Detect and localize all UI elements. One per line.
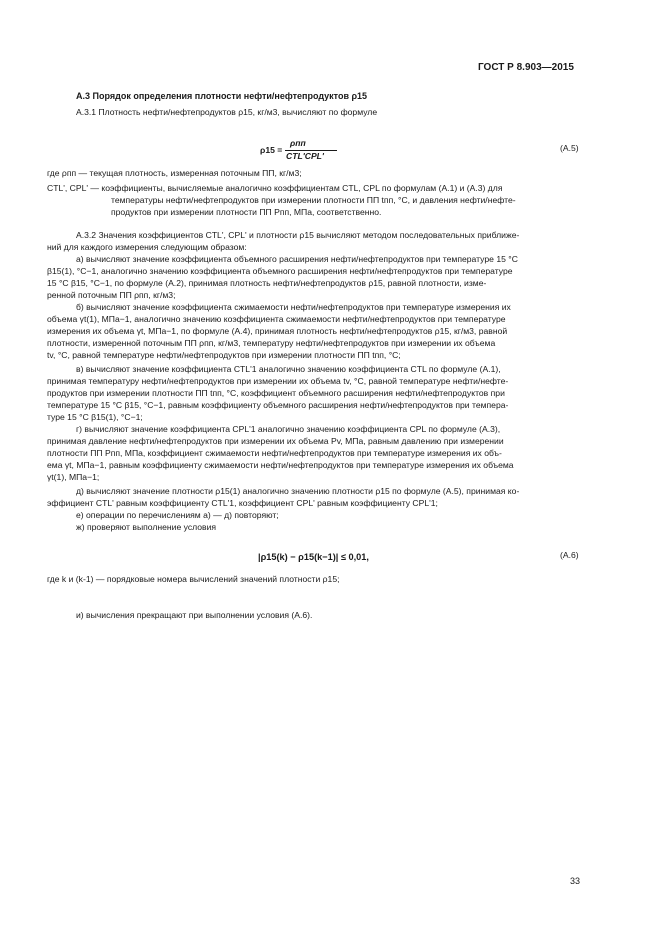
list-item-zh: ж) проверяют выполнение условия	[76, 522, 217, 532]
list-item-g-line: плотности ПП Pпп, МПа, коэффициент сжимаемости нефти/нефтепродуктов при температуре измерения их объ-	[47, 448, 502, 458]
list-item-a-line: β15(1), °С−1, аналогично значению коэффициента объемного расширения нефти/нефтепродуктов при температуре	[47, 266, 513, 276]
formula-a6-number: (А.6)	[560, 550, 579, 560]
definition-line: продуктов при измерении плотности ПП Pпп, МПа, соответственно.	[111, 207, 382, 217]
page-number: 33	[570, 876, 581, 886]
list-item-b-line: плотности, измеренной поточным ПП ρпп, кг/м3, температуру нефти/нефтепродуктов при измерении их объема	[47, 338, 496, 348]
list-item-d-line: эффициент CTL' равным коэффициенту CTL'1, коэффициент CPL' равным коэффициенту CPL'1;	[47, 498, 438, 508]
paragraph-line: А.3.2 Значения коэффициентов CTL', CPL' и плотности ρ15 вычисляют методом последовательных приближе-	[76, 230, 520, 240]
formula-a5	[260, 138, 340, 164]
list-item-b-line: измерения их объема γt, МПа−1, по формуле (А.4), принимая плотность нефти/нефтепродуктов ρ15, кг/м3, равной	[47, 326, 508, 336]
definition-line: температуры нефти/нефтепродуктов при измерении плотности ПП tпп, °С, и давления нефти/нефте-	[111, 195, 516, 205]
list-item-v-line: принимая температуру нефти/нефтепродуктов при измерении их объема tv, °С, равной температуре нефти/нефте-	[47, 376, 509, 386]
paragraph-line: где k и (k-1) — порядковые номера вычислений значений плотности ρ15;	[47, 574, 340, 584]
paragraph-line: ний для каждого измерения следующим образом:	[47, 242, 247, 252]
list-item-v-line: температуре 15 °С β15, °С−1, равным коэффициенту объемного расширения нефти/нефтепродуктов при темпера-	[47, 400, 509, 410]
document-id: ГОСТ Р 8.903—2015	[478, 62, 574, 73]
list-item-g-line: принимая давление нефти/нефтепродуктов при измерении их объема Pv, МПа, равным давлению при измерении	[47, 436, 504, 446]
list-item-e: е) операции по перечислениям а) — д) повторяют;	[76, 510, 279, 520]
list-item-g: г) вычисляют значение коэффициента CPL'1 аналогично значению коэффициента CPL по формуле (А.3),	[76, 424, 501, 434]
list-item-g-line: γt(1), МПа−1;	[47, 472, 100, 482]
paragraph-line: А.3.1 Плотность нефти/нефтепродуктов ρ15, кг/м3, вычисляют по формуле	[76, 107, 378, 117]
definition-line: CTL', CPL' — коэффициенты, вычисляемые аналогично коэффициентам CTL, CPL по формулам (А.1) и (А.3) для	[47, 183, 503, 193]
list-item-b: б) вычисляют значение коэффициента сжимаемости нефти/нефтепродуктов при температуре измерения их	[76, 302, 511, 312]
list-item-v: в) вычисляют значение коэффициента CTL'1 аналогично значению коэффициента CTL по формуле (А.1),	[76, 364, 501, 374]
list-item-b-line: объема γt(1), МПа−1, аналогично значению коэффициента сжимаемости нефти/нефтепродуктов при температуре	[47, 314, 506, 324]
section-title: А.3 Порядок определения плотности нефти/нефтепродуктов ρ15	[76, 91, 368, 101]
list-item-b-line: tv, °С, равной температуре нефти/нефтепродуктов при измерении плотности ПП tпп, °С;	[47, 350, 401, 360]
definition-line: где ρпп — текущая плотность, измеренная поточным ПП, кг/м3;	[47, 168, 302, 178]
list-item-a-line: ренной поточным ПП ρпп, кг/м3;	[47, 290, 176, 300]
formula-a5-number: (А.5)	[560, 143, 579, 153]
formula-a6: |ρ15(k) − ρ15(k−1)| ≤ 0,01,	[258, 552, 369, 562]
list-item-d: д) вычисляют значение плотности ρ15(1) аналогично значению плотности ρ15 по формуле (А.5), принимая ко-	[76, 486, 520, 496]
list-item-a-line: 15 °С β15, °С−1, по формуле (А.2), принимая плотность нефти/нефтепродуктов ρ15, равной плотности, изме-	[47, 278, 487, 288]
list-item-g-line: ема γt, МПа−1, равным коэффициенту сжимаемости нефти/нефтепродуктов при температуре измерения их объема	[47, 460, 514, 470]
formula-a5-numerator: ρпп	[290, 138, 306, 148]
list-item-v-line: продуктов при измерении плотности ПП tпп, °С, коэффициент объемного расширения нефти/нефтепродуктов при	[47, 388, 505, 398]
list-item-v-line: туре 15 °С β15(1), °С−1;	[47, 412, 143, 422]
formula-a5-lhs: ρ15 =	[260, 145, 283, 155]
list-item-i: и) вычисления прекращают при выполнении условия (А.6).	[76, 610, 313, 620]
formula-a5-denominator: CTL'CPL'	[286, 151, 324, 161]
list-item-a: а) вычисляют значение коэффициента объемного расширения нефти/нефтепродуктов при температуре 15 °С	[76, 254, 518, 264]
